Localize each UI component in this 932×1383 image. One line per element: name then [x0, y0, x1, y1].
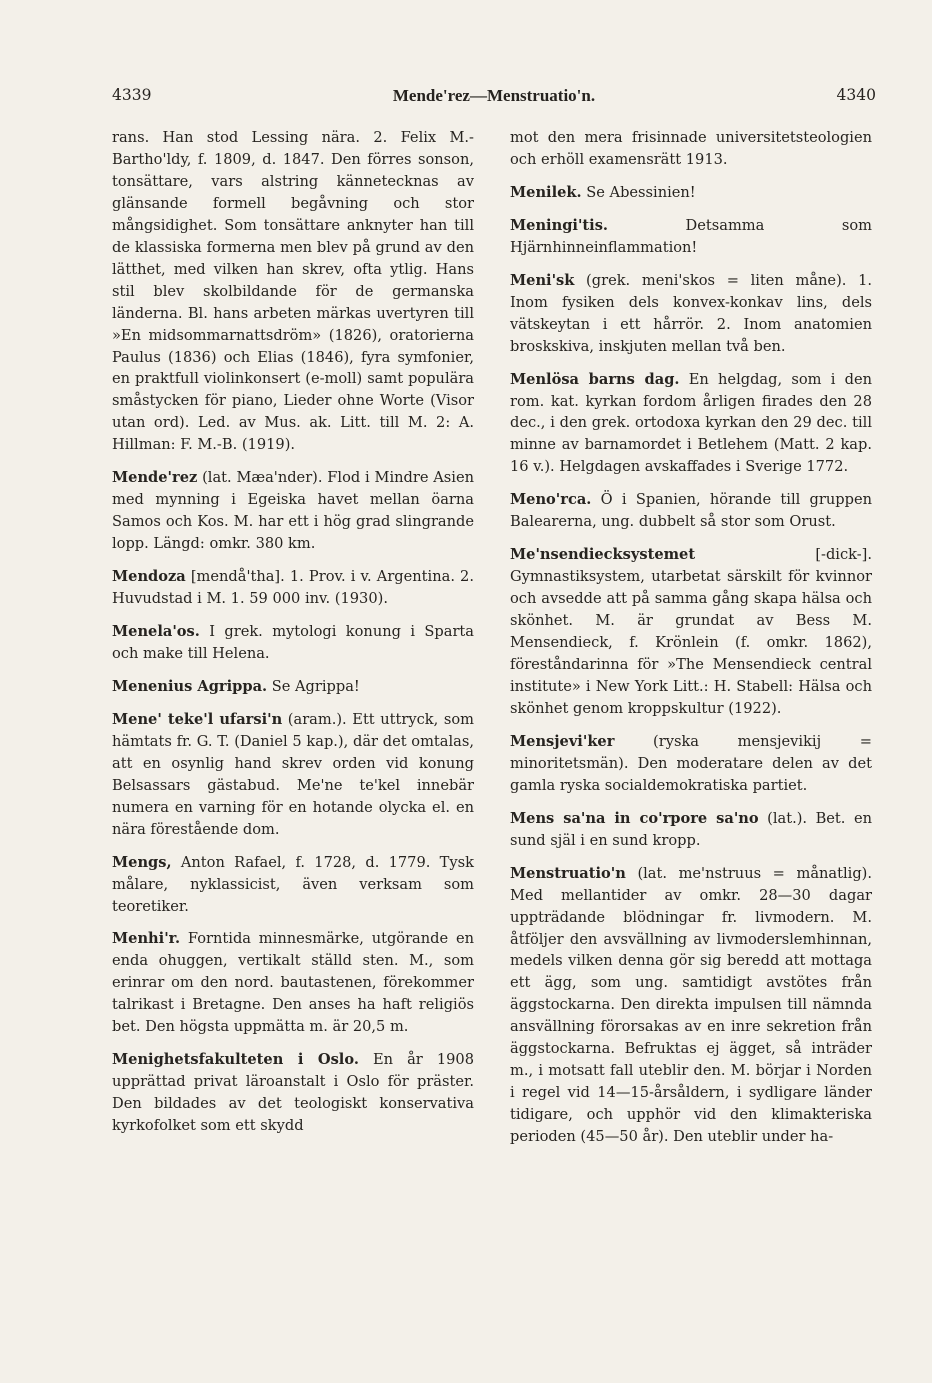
headword: Me'nsendiecksystemet	[510, 546, 696, 564]
headword: Menhi'r.	[112, 930, 181, 948]
entry-menorca: Meno'rca. Ö i Spanien, hörande till gruppen Balearerna, ung. dubbelt så stor som Orust.	[510, 491, 872, 531]
headword: Mengs,	[112, 853, 172, 871]
page-number-left: 4339	[112, 86, 152, 104]
headword: Mene' teke'l ufarsi'n	[112, 710, 283, 728]
entry-continuation: mot den mera frisinnade universitetsteologien och erhöll examensrätt 1913.	[510, 129, 872, 168]
entry-mendoza: Mendoza [mendå'tha]. 1. Prov. i v. Argentina. 2. Huvudstad i M. 1. 59 000 inv. (1930).	[112, 568, 474, 608]
entry-mengs: Mengs, Anton Rafael, f. 1728, d. 1779. Tysk målare, nyklassicist, även verksam som teoretiker.	[112, 853, 474, 915]
entry-menhir: Menhi'r. Forntida minnesmärke, utgörande en enda ohuggen, vertikalt ställd sten. M., som erinrar om den nord. bautastenen, förekommer talrikast i Bretagne. Den anses ha haft religiös bet. Den högsta uppmätta m. är 20,5 m.	[112, 930, 474, 1036]
entry-menisk: Meni'sk (grek. meni'skos = liten måne). 1. Inom fysiken dels konvex-konkav lins, dels vätskeytan i ett hårrör. 2. Inom anatomien broskskiva, inskjuten mellan två ben.	[510, 271, 872, 355]
headword: Menlösa barns dag.	[510, 370, 680, 388]
headword: Menilek.	[510, 183, 582, 201]
running-title: Mende'rez—Menstruatio'n.	[392, 86, 596, 105]
page-number-right: 4340	[836, 86, 876, 104]
right-column	[510, 127, 872, 1159]
headword: Meno'rca.	[510, 491, 592, 509]
entry-menelaos: Menela'os. I grek. mytologi konung i Sparta och make till Helena.	[112, 623, 474, 662]
headword: Menenius Agrippa.	[112, 677, 268, 695]
entry-mensjeviker: Mensjevi'ker (ryska mensjevikij = minoritetsmän). Den moderatare delen av det gamla ryska socialdemokratiska partiet.	[510, 732, 872, 794]
headword: Mendoza	[112, 568, 186, 586]
headword: Mens sa'na in co'rpore sa'no	[510, 809, 759, 827]
headword: Menstruatio'n	[510, 864, 626, 882]
headword: Mensjevi'ker	[510, 732, 615, 750]
headword: Meni'sk	[510, 271, 575, 289]
entry-continuation: rans. Han stod Lessing nära. 2. Felix M.-Bartho'ldy, f. 1809, d. 1847. Den förres sonson, tonsättare, vars alstring kännetecknas av glänsande formell begåvning och stor mångsidighet. Som tonsättare anknyter han till de klassiska formerna men blev på grund av den lätthet, med vilken han skrev, ofta ytlig. Hans stil blev skolbildande för de germanska länderna. Bl. hans arbeten märkas uvertyren till »En midsommarnattsdröm» (1826), oratorierna Paulus (1836) och Elias (1846), fyra symfonier, en praktfull violinkonsert (e-moll) samt populära småstycken för piano, Lieder ohne Worte (Visor utan ord). Led. av Mus. ak. Litt. till M. 2: A. Hillman: F. M.-B. (1919).	[112, 129, 474, 454]
entry-menderez: Mende'rez (lat. Mæa'nder). Flod i Mindre Asien med mynning i Egeiska havet mellan öarna Samos och Kos. M. har ett i hög grad slingrande lopp. Längd: omkr. 380 km.	[112, 469, 474, 553]
headword: Menighetsfakulteten i Oslo.	[112, 1051, 359, 1069]
left-column	[112, 127, 474, 1148]
headword: Menela'os.	[112, 623, 200, 641]
entry-menighetsfakulteten: Menighetsfakulteten i Oslo. En år 1908 upprättad privat läroanstalt i Oslo för präster. Den bildades av det teologiskt konservativa kyrkofolket som ett skydd	[112, 1051, 474, 1135]
entry-meningitis: Meningi'tis. Detsamma som Hjärnhinneinflammation!	[510, 216, 872, 256]
entry-menilek: Menilek. Se Abessinien!	[510, 183, 696, 201]
entry-menlosa-barns-dag: Menlösa barns dag. En helgdag, som i den rom. kat. kyrkan fordom årligen firades den 28 dec., i den grek. ortodoxa kyrkan den 29 dec. till minne av barnamordet i Betlehem (Matt. 2 kap. 16 v.). Helgdagen avskaffades i Sverige 1772.	[510, 370, 872, 476]
entry-menenius-agrippa: Menenius Agrippa. Se Agrippa!	[112, 677, 360, 695]
entry-mens-sana: Mens sa'na in co'rpore sa'no (lat.). Bet. en sund själ i en sund kropp.	[510, 809, 872, 849]
headword: Meningi'tis.	[510, 216, 609, 234]
entry-mensendiecksystemet: Me'nsendiecksystemet [-dick-]. Gymnastiksystem, utarbetat särskilt för kvinnor och avsedde att på samma gång skapa hälsa och skönhet. M. är grundat av Bess M. Mensendieck, f. Krönlein (f. omkr. 1862), föreståndarinna för »The Mensendieck central institute» i New York Litt.: H. Stabell: Hälsa och skönhet genom kroppskultur (1922).	[510, 546, 872, 717]
page-header	[112, 86, 876, 110]
entry-mene-tekel: Mene' teke'l ufarsi'n (aram.). Ett uttryck, som hämtats fr. G. T. (Daniel 5 kap.), där det omtalas, att en osynlig hand skrev orden vid konung Belsassars gästabud. Me'ne te'kel innebär numera en varning för en hotande olycka el. en nära förestående dom.	[112, 710, 474, 838]
headword: Mende'rez	[112, 469, 198, 487]
entry-menstruation: Menstruatio'n (lat. me'nstruus = månatlig). Med mellantider av omkr. 28—30 dagar uppträdande blödningar fr. livmodern. M. åtföljer den avsvällning av livmoderslemhinnan, medels vilken denna gör sig beredd att mottaga ett ägg, som ung. samtidigt avstötes från äggstockarna. Den direkta impulsen till nämnda ansvällning förorsakas av en inre sekretion från äggstockarna. Befruktas ej ägget, så inträder m., i motsatt fall uteblir den. M. börjar i Norden i regel vid 14—15-årsåldern, i sydligare länder tidigare, och upphör vid den klimakteriska perioden (45—50 år). Den uteblir under ha-	[510, 864, 872, 1146]
